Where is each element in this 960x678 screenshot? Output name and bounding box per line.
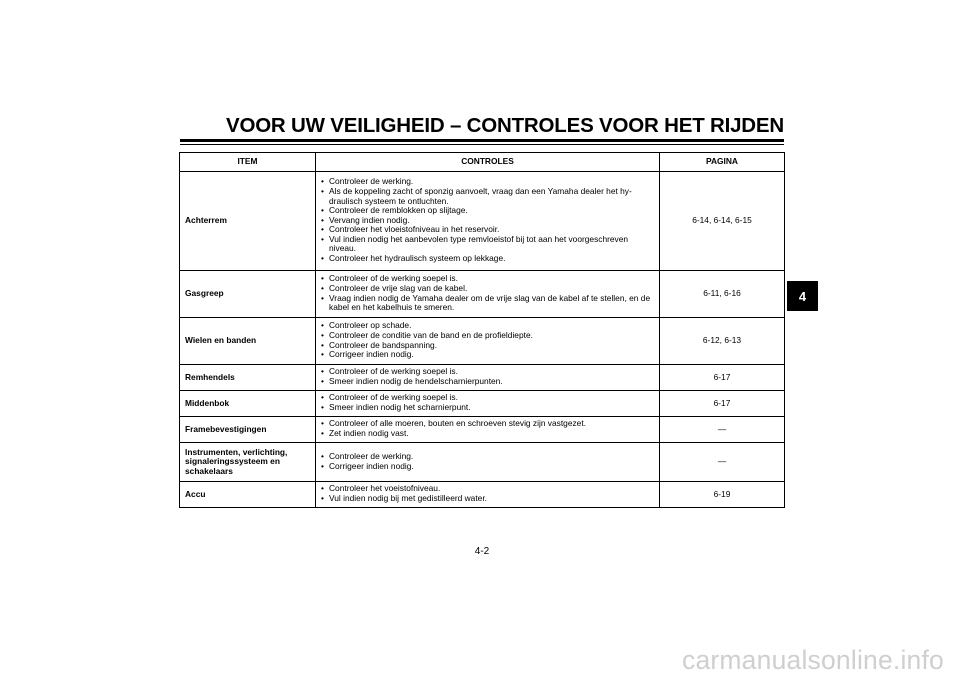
row-item: Gasgreep <box>180 271 316 318</box>
row-checks <box>316 417 660 443</box>
check-item: • Controleer de bandspanning. <box>320 341 655 351</box>
check-item: • Corrigeer indien nodig. <box>320 350 655 360</box>
column-header-page: PAGINA <box>660 153 785 172</box>
row-checks <box>316 482 660 508</box>
row-checks <box>316 318 660 365</box>
check-item: • Vervang indien nodig. <box>320 216 655 226</box>
chapter-tab: 4 <box>787 281 818 311</box>
checks-table <box>179 152 785 508</box>
row-page: 6-19 <box>660 482 785 508</box>
row-page: 6-17 <box>660 391 785 417</box>
table-header-row <box>180 153 785 172</box>
column-header-checks: CONTROLES <box>316 153 660 172</box>
check-item: • Controleer op schade. <box>320 321 655 331</box>
title-rule-thick <box>180 139 784 142</box>
row-checks <box>316 365 660 391</box>
row-page: 6-17 <box>660 365 785 391</box>
row-page: — <box>660 443 785 482</box>
check-item: • Vraag indien nodig de Yamaha dealer om de vrije slag van de kabel af te stellen, en de kabel en het kabelhuis te smeren. <box>320 294 655 313</box>
table-row <box>180 482 785 508</box>
check-item: • Als de koppeling zacht of sponzig aanvoelt, vraag dan een Yamaha dealer het hy-draulisch systeem te ontluchten. <box>320 187 655 206</box>
table-row <box>180 172 785 271</box>
row-item: Instrumenten, verlichting, signaleringssysteem en schakelaars <box>180 443 316 482</box>
check-item: • Vul indien nodig bij met gedistilleerd water. <box>320 494 655 504</box>
check-item: • Controleer het hydraulisch systeem op lekkage. <box>320 254 655 264</box>
check-item: • Controleer het vloeistofniveau in het reservoir. <box>320 225 655 235</box>
check-item: • Smeer indien nodig het scharnierpunt. <box>320 403 655 413</box>
check-item: • Controleer of de werking soepel is. <box>320 367 655 377</box>
row-checks <box>316 172 660 271</box>
table-row <box>180 365 785 391</box>
check-item: • Controleer of de werking soepel is. <box>320 274 655 284</box>
check-item: • Vul indien nodig het aanbevolen type remvloeistof bij tot aan het voorgeschreven niveau. <box>320 235 655 254</box>
table-row <box>180 318 785 365</box>
check-item: • Zet indien nodig vast. <box>320 429 655 439</box>
check-item: • Controleer de remblokken op slijtage. <box>320 206 655 216</box>
title-rule-thin <box>180 144 784 145</box>
row-page: 6-12, 6-13 <box>660 318 785 365</box>
checks-list <box>320 484 655 503</box>
row-item: Wielen en banden <box>180 318 316 365</box>
checks-list <box>320 452 655 471</box>
row-page: — <box>660 417 785 443</box>
page-title: VOOR UW VEILIGHEID – CONTROLES VOOR HET RIJDEN <box>225 114 784 137</box>
table-row <box>180 443 785 482</box>
check-item: • Controleer de werking. <box>320 452 655 462</box>
table-row <box>180 417 785 443</box>
checks-list <box>320 367 655 386</box>
row-checks <box>316 391 660 417</box>
row-item: Accu <box>180 482 316 508</box>
check-item: • Controleer de vrije slag van de kabel. <box>320 284 655 294</box>
row-checks <box>316 271 660 318</box>
check-item: • Controleer de werking. <box>320 177 655 187</box>
check-item: • Controleer het voeistofniveau. <box>320 484 655 494</box>
check-item: • Corrigeer indien nodig. <box>320 462 655 472</box>
row-item: Achterrem <box>180 172 316 271</box>
checks-list <box>320 321 655 359</box>
checks-list <box>320 274 655 312</box>
row-checks <box>316 443 660 482</box>
page-number: 4-2 <box>474 546 490 557</box>
row-item: Middenbok <box>180 391 316 417</box>
check-item: • Smeer indien nodig de hendelscharnierpunten. <box>320 377 655 387</box>
checks-list <box>320 419 655 438</box>
row-page: 6-14, 6-14, 6-15 <box>660 172 785 271</box>
checks-list <box>320 177 655 263</box>
watermark: carmanualsonline.info <box>682 645 944 675</box>
table-row <box>180 271 785 318</box>
table-row <box>180 391 785 417</box>
check-item: • Controleer of alle moeren, bouten en schroeven stevig zijn vastgezet. <box>320 419 655 429</box>
column-header-item: ITEM <box>180 153 316 172</box>
row-item: Framebevestigingen <box>180 417 316 443</box>
check-item: • Controleer of de werking soepel is. <box>320 393 655 403</box>
row-page: 6-11, 6-16 <box>660 271 785 318</box>
row-item: Remhendels <box>180 365 316 391</box>
check-item: • Controleer de conditie van de band en de profieldiepte. <box>320 331 655 341</box>
checks-list <box>320 393 655 412</box>
